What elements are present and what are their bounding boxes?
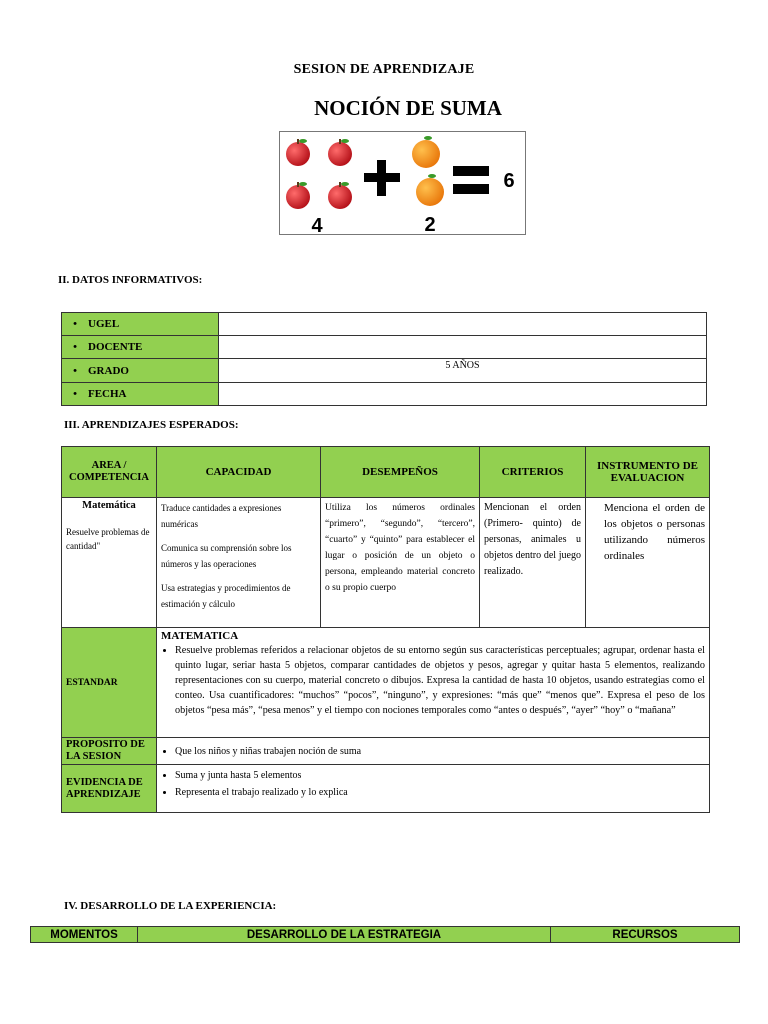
desarrollo-table [30, 926, 740, 943]
table-row [62, 628, 710, 738]
area-name: Matemática [82, 500, 136, 511]
criterios-cell: Mencionan el orden (Primero- quinto) de personas, animales u objetos dentro del juego realizado. [480, 498, 586, 628]
table-row [62, 336, 707, 359]
table-row [62, 765, 710, 813]
row-label: • FECHA [62, 383, 219, 406]
competencia-text: Resuelve problemas de cantidad" [66, 527, 150, 551]
estandar-title: MATEMATICA [161, 630, 239, 642]
table-row [62, 313, 707, 336]
proposito-text: • Que los niños y niñas trabajen noción de suma [175, 746, 705, 757]
estandar-label: ESTANDAR [62, 628, 157, 738]
proposito-label: PROPOSITO DE LA SESION [62, 738, 157, 765]
capacidad-item: Usa estrategias y procedimientos de estimación y cálculo [161, 583, 291, 609]
document-subtitle: NOCIÓN DE SUMA [314, 96, 502, 120]
capacidad-cell [157, 498, 321, 628]
evidencia-cell [157, 765, 710, 813]
apple-icon [286, 182, 310, 209]
orange-icon [416, 174, 444, 206]
section-4-heading: IV. DESARROLLO DE LA EXPERIENCIA: [64, 900, 277, 912]
orange-icon [412, 136, 440, 168]
apple-icon [286, 139, 310, 166]
datos-informativos-table [61, 312, 707, 406]
row-label: • UGEL [62, 313, 219, 336]
table-row [62, 498, 710, 628]
aprendizajes-table [61, 446, 710, 813]
proposito-cell [157, 738, 710, 765]
row-label: • GRADO [62, 359, 219, 383]
row-value [219, 313, 707, 336]
document-title: SESION DE APRENDIZAJE [293, 62, 475, 77]
estandar-cell [157, 628, 710, 738]
row-value [219, 383, 707, 406]
column-header: CAPACIDAD [157, 447, 321, 498]
column-header: MOMENTOS [31, 927, 138, 943]
result-number: 6 [503, 170, 515, 192]
row-label: • DOCENTE [62, 336, 219, 359]
section-3-heading: III. APRENDIZAJES ESPERADOS: [64, 419, 239, 431]
column-header: DESEMPEÑOS [321, 447, 480, 498]
column-header: CRITERIOS [480, 447, 586, 498]
table-row [62, 359, 707, 383]
evidencia-item: • Representa el trabajo realizado y lo explica [175, 784, 705, 801]
area-cell [62, 498, 157, 628]
table-header-row [31, 927, 740, 943]
plus-sign-icon [364, 160, 400, 196]
oranges-count: 2 [424, 214, 436, 234]
evidencia-item: • Suma y junta hasta 5 elementos [175, 767, 705, 784]
apple-icon [328, 139, 352, 166]
apple-icon [328, 182, 352, 209]
table-row [62, 738, 710, 765]
row-value [219, 336, 707, 359]
desempenos-cell: Utiliza los números ordinales “primero”, “segundo”, “tercero”, “cuarto” y “quinto” para establecer el lugar o posición de un objeto o persona, empleando material concreto o su propio cuerpo [321, 498, 480, 628]
column-header: RECURSOS [551, 927, 740, 943]
evidencia-label: EVIDENCIA DE APRENDIZAJE [62, 765, 157, 813]
column-header: INSTRUMENTO DE EVALUACION [586, 447, 710, 498]
estandar-text: • Resuelve problemas referidos a relacionar objetos de su entorno según sus características perceptuales; agrupar, ordenar hasta el quinto lugar, seriar hasta 5 objetos, comparar cantidades de objetos y pesos, agregar y quitar hasta 5 elementos, realizando representaciones con su cuerpo, material concreto o dibujos. Expresa la cantidad de hasta 10 objetos, usando estrategias como el conteo. Usa cuantificadores: “muchos” “pocos”, “ninguno”, y expresiones: “más que” “menos que”. Expresa el peso de los objetos “pesa más”, “pesa menos” y el tiempo con nociones temporales como “antes o después”, “ayer” “hoy” o “mañana” [175, 643, 705, 718]
column-header: DESARROLLO DE LA ESTRATEGIA [138, 927, 551, 943]
instrumento-cell: Menciona el orden de los objetos o personas utilizando números ordinales [586, 498, 710, 628]
column-header: AREA / COMPETENCIA [62, 447, 157, 498]
row-value: 5 AÑOS [219, 359, 707, 383]
equals-sign-icon [453, 166, 489, 194]
table-row [62, 383, 707, 406]
apples-count: 4 [311, 215, 323, 234]
addition-illustration [279, 131, 526, 235]
section-2-heading: II. DATOS INFORMATIVOS: [58, 274, 203, 286]
table-header-row [62, 447, 710, 498]
capacidad-item: Traduce cantidades a expresiones numéricas [161, 503, 282, 529]
fruit-addition-graphic [280, 132, 525, 234]
capacidad-item: Comunica su comprensión sobre los números y las operaciones [161, 543, 292, 569]
